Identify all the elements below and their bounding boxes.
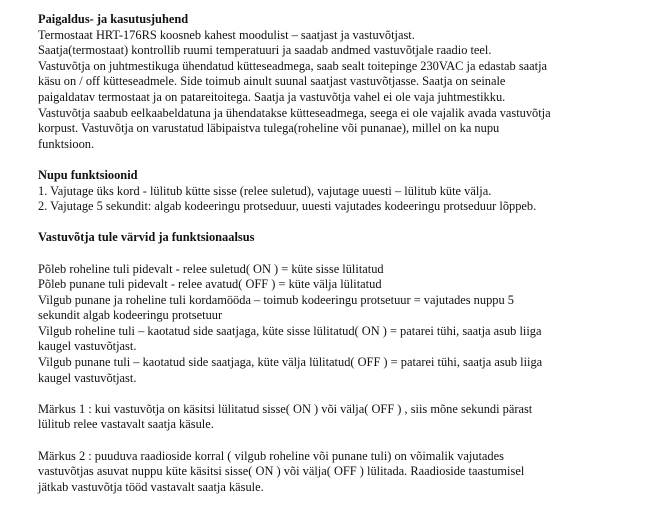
note-2 — [38, 449, 598, 496]
paragraph-line: Vilgub punane tuli – kaotatud side saatjaga, küte välja lülitatud( OFF ) = patarei tühi, saatja asub liiga — [38, 355, 543, 370]
installation-section — [38, 12, 598, 152]
paragraph-line: Vilgub punane ja roheline tuli kordamööda – toimub kodeeringu protsetuur = vajutades nuppu 5 — [38, 292, 514, 307]
paragraph-line: Termostaat HRT-176RS koosneb kahest moodulist – saatjast ja vastuvõtjast. — [38, 27, 415, 42]
document-body — [38, 12, 598, 495]
paragraph-line: funktsioon. — [38, 136, 95, 151]
paragraph-line: Vastuvõtja saabub eelkaabeldatuna ja ühendatakse kütteseadmega, seega ei ole vajalik avada vastuvõtja — [38, 105, 551, 120]
paragraph-line: Saatja(termostaat) kontrollib ruumi temperatuuri ja saadab andmed vastuvõtjale raadio teel. — [38, 43, 492, 58]
paragraph-line: käsu on / off kütteseadmele. Side toimub ainult suunal saatjast vastuvõtjasse. Saatja on seinale — [38, 74, 506, 89]
installation-heading: Paigaldus- ja kasutusjuhend — [38, 12, 189, 26]
button-functions-heading: Nupu funktsioonid — [38, 167, 138, 182]
paragraph-line: jätkab vastuvõtja tööd vastavalt saatja käsule. — [38, 479, 264, 494]
spacer — [38, 386, 598, 402]
paragraph-line: Märkus 1 : kui vastuvõtja on käsitsi lülitatud sisse( ON ) või välja( OFF ) , siis mõne sekundi pärast — [38, 401, 533, 416]
spacer — [38, 246, 598, 262]
paragraph-line: Põleb roheline tuli pidevalt - relee suletud( ON ) = küte sisse lülitatud — [38, 261, 384, 276]
paragraph-line: lülitub relee vastavalt saatja käsule. — [38, 417, 214, 432]
paragraph-line: Märkus 2 : puuduva raadioside korral ( vilgub roheline või punane tuli) on võimalik vajutades — [38, 448, 504, 463]
spacer — [38, 433, 598, 449]
spacer — [38, 215, 598, 231]
paragraph-line: Vastuvõtja on juhtmestikuga ühendatud kütteseadmega, saab sealt toitepinge 230VAC ja edastab saatja — [38, 58, 548, 73]
light-colors-heading: Vastuvõtja tule värvid ja funktsionaalsus — [38, 230, 255, 245]
paragraph-line: Põleb punane tuli pidevalt - relee avatud( OFF ) = küte välja lülitatud — [38, 277, 382, 292]
button-functions-section — [38, 168, 598, 215]
light-colors-section — [38, 230, 598, 386]
list-item: 2. Vajutage 5 sekundit: algab kodeeringu protseduur, uuesti vajutades kodeeringu protseduur lõppeb. — [38, 199, 537, 214]
paragraph-line: kaugel vastuvõtjast. — [38, 339, 137, 354]
paragraph-line: vastuvõtjas asuvat nuppu küte käsitsi sisse( ON ) või välja( OFF ) lülitada. Raadioside taastumisel — [38, 464, 525, 479]
paragraph-line: Vilgub roheline tuli – kaotatud side saatjaga, küte sisse lülitatud( ON ) = patarei tühi, saatja asub liiga — [38, 323, 542, 338]
note-1 — [38, 402, 598, 433]
paragraph-line: paigaldatav termostaat ja on patareitoitega. Saatja ja vastuvõtja vahel ei ole vaja juhtmestikku. — [38, 89, 506, 104]
paragraph-line: sekundit algab kodeeringu protsetuur — [38, 308, 223, 323]
list-item: 1. Vajutage üks kord - lülitub kütte sisse (relee suletud), vajutage uuesti – lülitub küte välja. — [38, 183, 492, 198]
spacer — [38, 152, 598, 168]
paragraph-line: korpust. Vastuvõtja on varustatud läbipaistva tulega(roheline või punanae), millel on ka nupu — [38, 121, 500, 136]
paragraph-line: kaugel vastuvõtjast. — [38, 370, 137, 385]
